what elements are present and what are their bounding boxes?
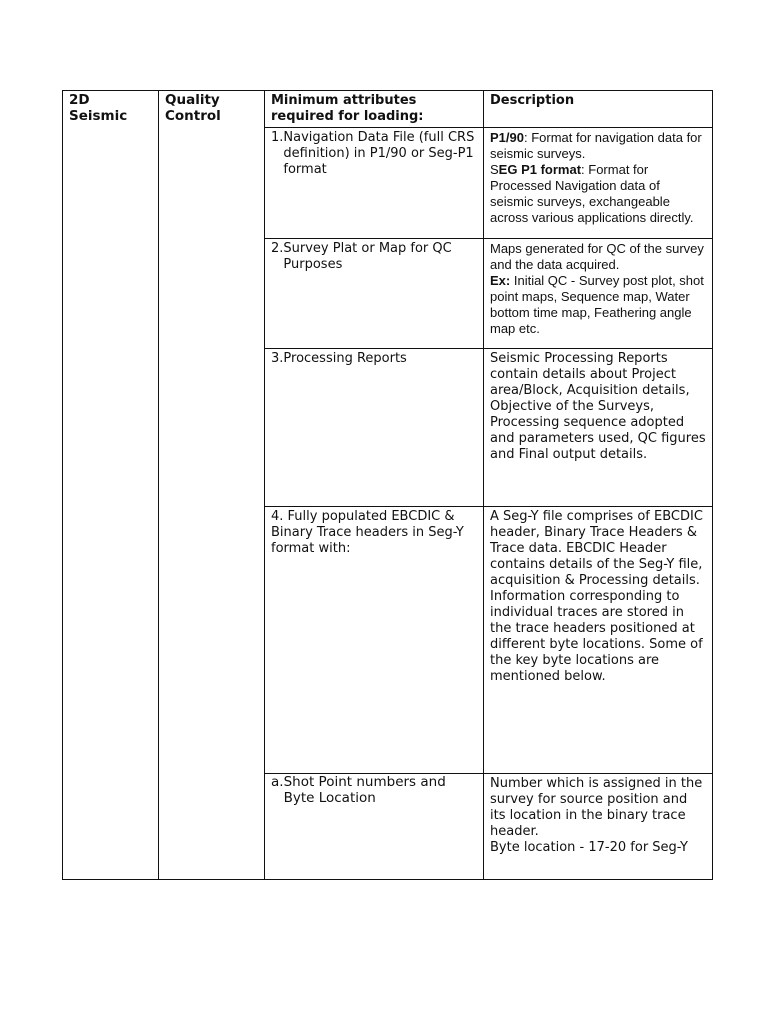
list-number: 3.: [271, 351, 284, 366]
quality-control-cell: Quality Control: [159, 91, 265, 880]
list-number: 1.: [271, 130, 284, 145]
attribute-cell: [265, 239, 484, 349]
description-cell: [484, 239, 713, 349]
attribute-text: Survey Plat or Map for QC Purposes: [283, 241, 452, 272]
header-attributes: Minimum attributes required for loading:: [265, 91, 484, 128]
format-name: P1/90: [490, 130, 524, 145]
description-text: : Format for navigation data for seismic surveys.: [490, 130, 702, 161]
description-cell: [484, 774, 713, 880]
attribute-cell: [265, 128, 484, 239]
description-text: Initial QC - Survey post plot, shot point maps, Sequence map, Water bottom time map, Feathering angle map etc.: [490, 273, 704, 336]
list-number: a.: [271, 774, 284, 790]
description-cell: Seismic Processing Reports contain details about Project area/Block, Acquisition details, Objective of the Surveys, Processing sequence adopted and parameters used, QC figures and Final output details.: [484, 349, 713, 507]
attribute-cell: [265, 349, 484, 507]
attribute-cell: [265, 774, 484, 880]
example-label: Ex:: [490, 273, 511, 288]
description-text: S: [490, 162, 499, 177]
description-cell: [484, 128, 713, 239]
description-cell: A Seg-Y file comprises of EBCDIC header, Binary Trace Headers & Trace data. EBCDIC Header contains details of the Seg-Y file, acquisition & Processing details. Information corresponding to individual traces are stored in the trace headers positioned at different byte locations. Some of the key byte locations are mentioned below.: [484, 507, 713, 774]
seismic-qc-table: [62, 90, 713, 880]
attribute-text: Shot Point numbers and Byte Location: [283, 774, 446, 806]
attribute-text: Navigation Data File (full CRS definition) in P1/90 or Seg-P1 format: [283, 130, 475, 177]
byte-location-text: Byte location - 17-20 for Seg-Y: [490, 840, 688, 855]
description-text: Maps generated for QC of the survey and the data acquired.: [490, 241, 704, 272]
attribute-cell: 4. Fully populated EBCDIC & Binary Trace headers in Seg-Y format with:: [265, 507, 484, 774]
category-cell: 2D Seismic: [63, 91, 159, 880]
description-text: : Format for Processed Navigation data of seismic surveys, exchangeable across various applications directly.: [490, 162, 694, 225]
table-row: [63, 91, 713, 128]
attribute-text: Processing Reports: [283, 351, 407, 366]
description-text: Number which is assigned in the survey for source position and its location in the binary trace header.: [490, 776, 703, 839]
list-number: 2.: [271, 241, 284, 256]
format-name: EG P1 format: [498, 162, 582, 177]
header-description: Description: [484, 91, 713, 128]
